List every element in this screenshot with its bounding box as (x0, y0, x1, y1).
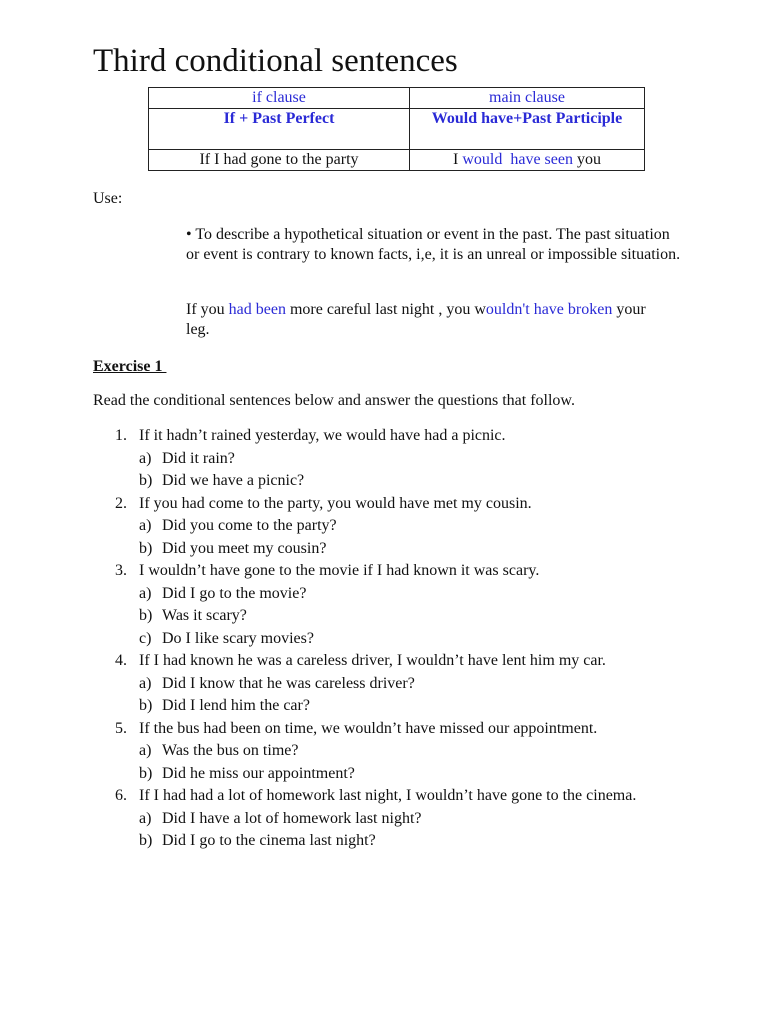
if-clause-example: If I had gone to the party (149, 150, 410, 171)
sub-question-text: Do I like scary movies? (162, 629, 314, 647)
question-item (93, 650, 693, 718)
sub-question-text: Did it rain? (162, 449, 235, 467)
sub-question (139, 808, 693, 831)
question-number: 4. (115, 652, 127, 669)
sub-question-text: Was it scary? (162, 607, 247, 624)
use-description: • To describe a hypothetical situation or event in the past. The past situation or event is contrary to known facts, i,e, it is an unreal or impossible situation. (186, 226, 681, 263)
table-example-row (149, 150, 645, 171)
main-clause-example-prefix: I (453, 151, 463, 168)
use-example-part5: your leg. (186, 301, 646, 338)
sub-question-text: Was the bus on time? (162, 742, 299, 759)
sub-question-letter: a) (139, 517, 152, 534)
sub-question (139, 763, 693, 786)
if-clause-header: if clause (149, 88, 410, 109)
sub-question (139, 448, 693, 471)
sub-question (139, 515, 693, 538)
question-text: If the bus had been on time, we wouldn’t have missed our appointment. (139, 719, 598, 737)
sub-question-letter: b) (139, 607, 153, 624)
question-item (93, 493, 693, 561)
question-text: If you had come to the party, you would have met my cousin. (139, 494, 532, 512)
sub-question-text: Did you meet my cousin? (162, 539, 327, 557)
sub-question-text: Did you come to the party? (162, 517, 337, 534)
sub-question-text: Did I go to the cinema last night? (162, 832, 376, 849)
question-item (93, 785, 693, 853)
use-example-part1: If you (186, 301, 229, 318)
question-item (93, 718, 693, 786)
sub-question (139, 673, 693, 696)
sub-question (139, 605, 693, 628)
sub-question-text: Did I lend him the car? (162, 697, 310, 714)
sub-question-letter: a) (139, 584, 152, 602)
use-example-highlight-1: had been (228, 301, 286, 318)
sub-question (139, 695, 693, 718)
question-number: 5. (115, 719, 127, 737)
main-clause-example (410, 150, 645, 171)
sub-question-letter: a) (139, 809, 152, 827)
sub-question (139, 470, 693, 493)
use-label: Use: (93, 190, 123, 207)
sub-question-letter: b) (139, 764, 153, 782)
sub-question (139, 740, 693, 763)
question-number: 3. (115, 562, 127, 579)
sub-question (139, 628, 693, 651)
question-item (93, 560, 693, 650)
sub-question (139, 538, 693, 561)
exercise-heading: Exercise 1 (93, 358, 167, 375)
question-text: If it hadn’t rained yesterday, we would have had a picnic. (139, 427, 506, 444)
sub-question-letter: a) (139, 742, 152, 759)
grammar-table (148, 87, 645, 171)
sub-question-text: Did I know that he was careless driver? (162, 674, 415, 692)
sub-question-text: Did I go to the movie? (162, 584, 307, 602)
question-text: If I had known he was a careless driver, I wouldn’t have lent him my car. (139, 652, 606, 669)
question-text: If I had had a lot of homework last night, I wouldn’t have gone to the cinema. (139, 787, 637, 804)
table-header-row (149, 88, 645, 109)
main-clause-example-suffix: you (572, 151, 601, 168)
main-clause-formula: Would have+Past Participle (410, 109, 645, 150)
sub-question-text: Did he miss our appointment? (162, 764, 355, 782)
sub-question-letter: c) (139, 629, 152, 647)
sub-question (139, 830, 693, 853)
sub-question-letter: b) (139, 539, 153, 557)
question-list (93, 425, 693, 853)
page-title: Third conditional sentences (93, 43, 458, 79)
sub-question-letter: b) (139, 472, 153, 489)
question-text: I wouldn’t have gone to the movie if I had known it was scary. (139, 562, 540, 579)
use-example-highlight-2: ouldn't have broken (485, 301, 613, 318)
sub-question-text: Did I have a lot of homework last night? (162, 809, 422, 827)
main-clause-example-highlight: would have seen (462, 151, 573, 168)
sub-question-letter: b) (139, 832, 153, 849)
question-item (93, 425, 693, 493)
table-formula-row (149, 109, 645, 150)
sub-question-letter: a) (139, 674, 152, 692)
question-number: 2. (115, 494, 127, 512)
if-clause-formula: If + Past Perfect (149, 109, 410, 150)
question-number: 1. (115, 427, 127, 444)
sub-question-letter: a) (139, 449, 152, 467)
main-clause-header: main clause (410, 88, 645, 109)
use-example-part3: more careful last night , you w (285, 301, 486, 318)
sub-question-text: Did we have a picnic? (162, 472, 305, 489)
exercise-instructions: Read the conditional sentences below and answer the questions that follow. (93, 392, 575, 409)
use-example (186, 300, 656, 340)
question-number: 6. (115, 787, 127, 804)
sub-question-letter: b) (139, 697, 153, 714)
sub-question (139, 583, 693, 606)
